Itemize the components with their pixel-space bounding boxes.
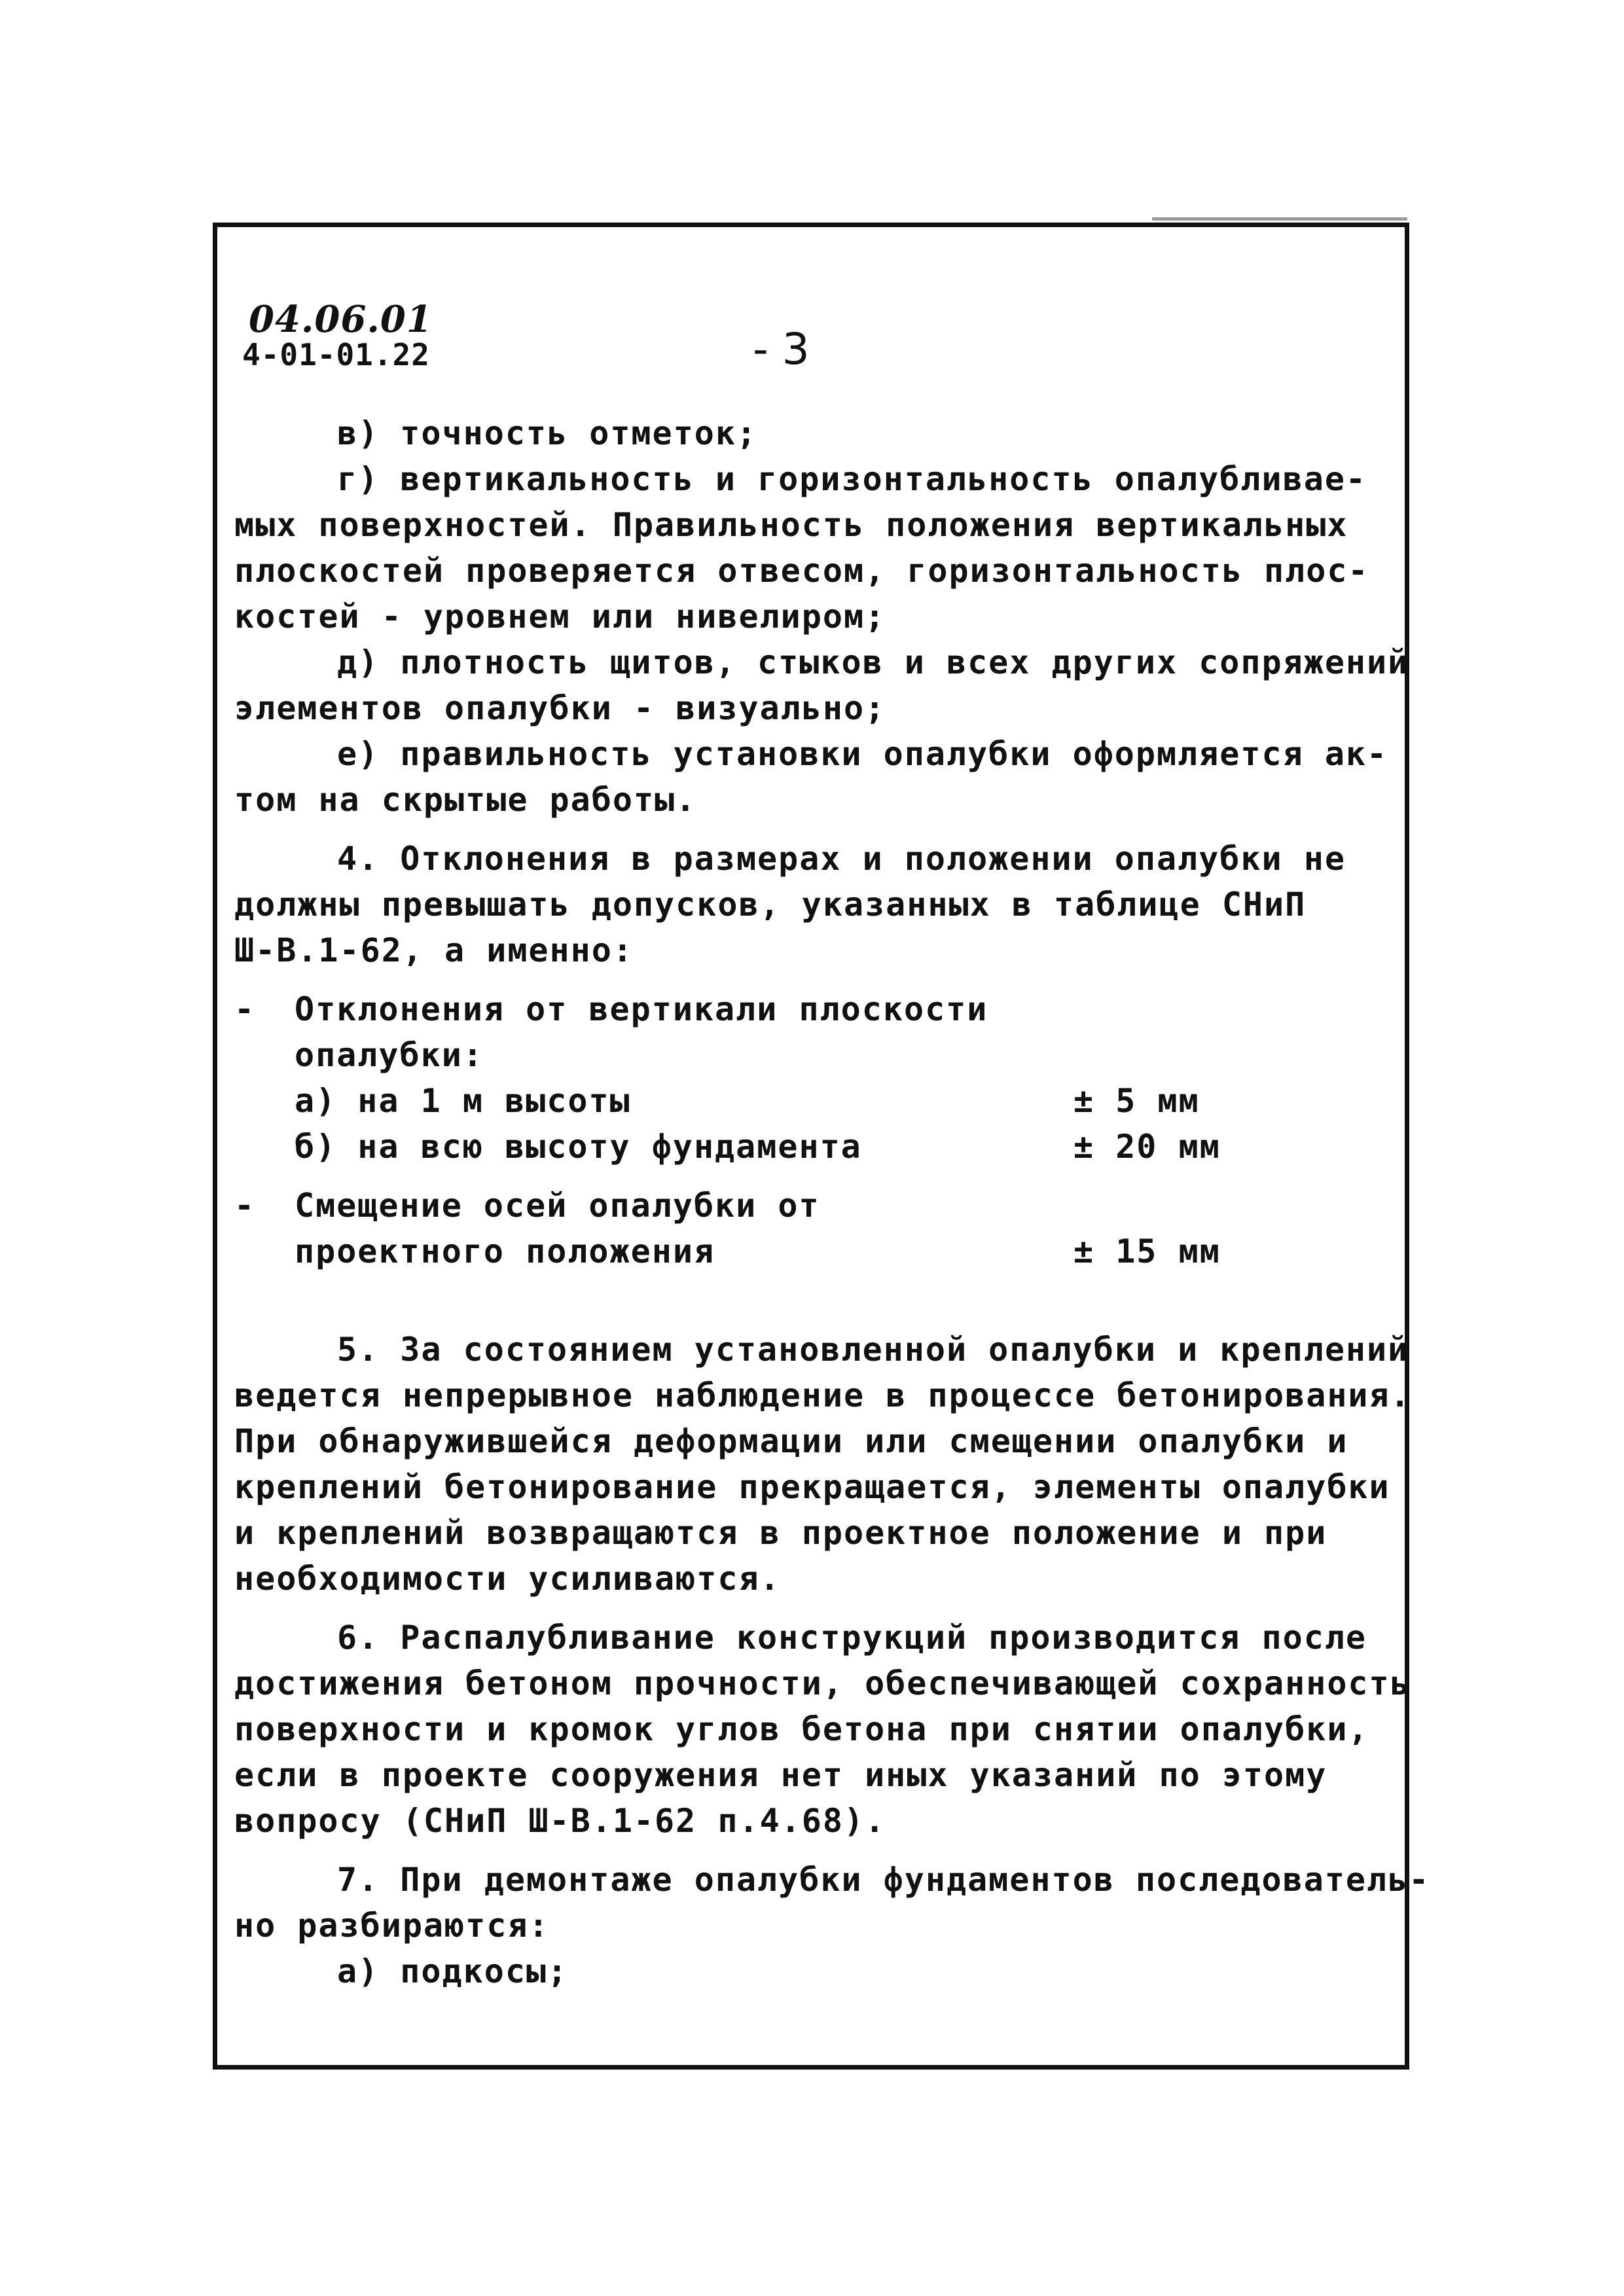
section5-line3: При обнаружившейся деформации или смещении опалубки и: [234, 1422, 1348, 1460]
document-code: 4-01-01.22: [242, 337, 430, 372]
section5-line2: ведется непрерывное наблюдение в процессе бетонирования.: [234, 1376, 1411, 1414]
tolerance-group1-line2: опалубки:: [295, 1036, 484, 1074]
item-g-line4: костей - уровнем или нивелиром;: [234, 598, 886, 636]
section6-line5: вопросу (СНиП Ш-В.1-62 п.4.68).: [234, 1802, 886, 1840]
section5-line5: и креплений возвращаются в проектное положение и при: [234, 1514, 1327, 1552]
item-e-line1: е) правильность установки опалубки оформляется ак-: [337, 735, 1388, 773]
section6-line2: достижения бетоном прочности, обеспечивающей сохранность: [234, 1664, 1411, 1702]
section5-line6: необходимости усиливаются.: [234, 1560, 781, 1598]
item-v: в) точность отметок;: [337, 414, 758, 452]
tolerance-row-b-label: б) на всю высоту фундамента: [295, 1128, 862, 1166]
frame-top-artifact: [1152, 217, 1407, 221]
section6-line1: 6. Распалубливание конструкций производится после: [337, 1619, 1367, 1657]
tolerance-group1-line1: Отклонения от вертикали плоскости: [295, 990, 988, 1028]
item-g-line1: г) вертикальность и горизонтальность опалубливае-: [337, 460, 1367, 498]
section7-line3: а) подкосы;: [337, 1952, 569, 1990]
item-g-line2: мых поверхностей. Правильность положения вертикальных: [234, 506, 1348, 544]
tolerance-row-a-label: а) на 1 м высоты: [295, 1082, 631, 1120]
item-g-line3: плоскостей проверяется отвесом, горизонтальность плос-: [234, 552, 1369, 590]
tolerance-group2-line2: проектного положения: [295, 1232, 715, 1270]
tolerance-group2-dash: -: [234, 1187, 256, 1225]
section4-line3: Ш-В.1-62, а именно:: [234, 931, 634, 969]
section4-line2: должны превышать допусков, указанных в таблице СНиП: [234, 886, 1307, 924]
item-d-line2: элементов опалубки - визуально;: [234, 689, 886, 727]
section5-line4: креплений бетонирование прекращается, элементы опалубки: [234, 1468, 1390, 1506]
item-e-line2: том на скрытые работы.: [234, 781, 697, 819]
tolerance-group1-dash: -: [234, 990, 256, 1028]
tolerance-group2-line1: Смещение осей опалубки от: [295, 1187, 820, 1225]
section7-line2: но разбираются:: [234, 1907, 550, 1945]
section6-line3: поверхности и кромок углов бетона при снятии опалубки,: [234, 1710, 1369, 1748]
tolerance-row-b-value: ± 20 мм: [1074, 1128, 1221, 1166]
section7-line1: 7. При демонтаже опалубки фундаментов последователь-: [337, 1861, 1430, 1899]
section6-line4: если в проекте сооружения нет иных указаний по этому: [234, 1756, 1327, 1794]
section5-line1: 5. За состоянием установленной опалубки и креплений: [337, 1331, 1409, 1369]
page-number: - 3: [753, 324, 810, 374]
item-d-line1: д) плотность щитов, стыков и всех других сопряжений: [337, 643, 1409, 681]
handwritten-code: 04.06.01: [249, 298, 433, 341]
tolerance-row-a-value: ± 5 мм: [1074, 1082, 1200, 1120]
tolerance-group2-value: ± 15 мм: [1074, 1232, 1221, 1270]
section4-line1: 4. Отклонения в размерах и положении опалубки не: [337, 840, 1346, 878]
